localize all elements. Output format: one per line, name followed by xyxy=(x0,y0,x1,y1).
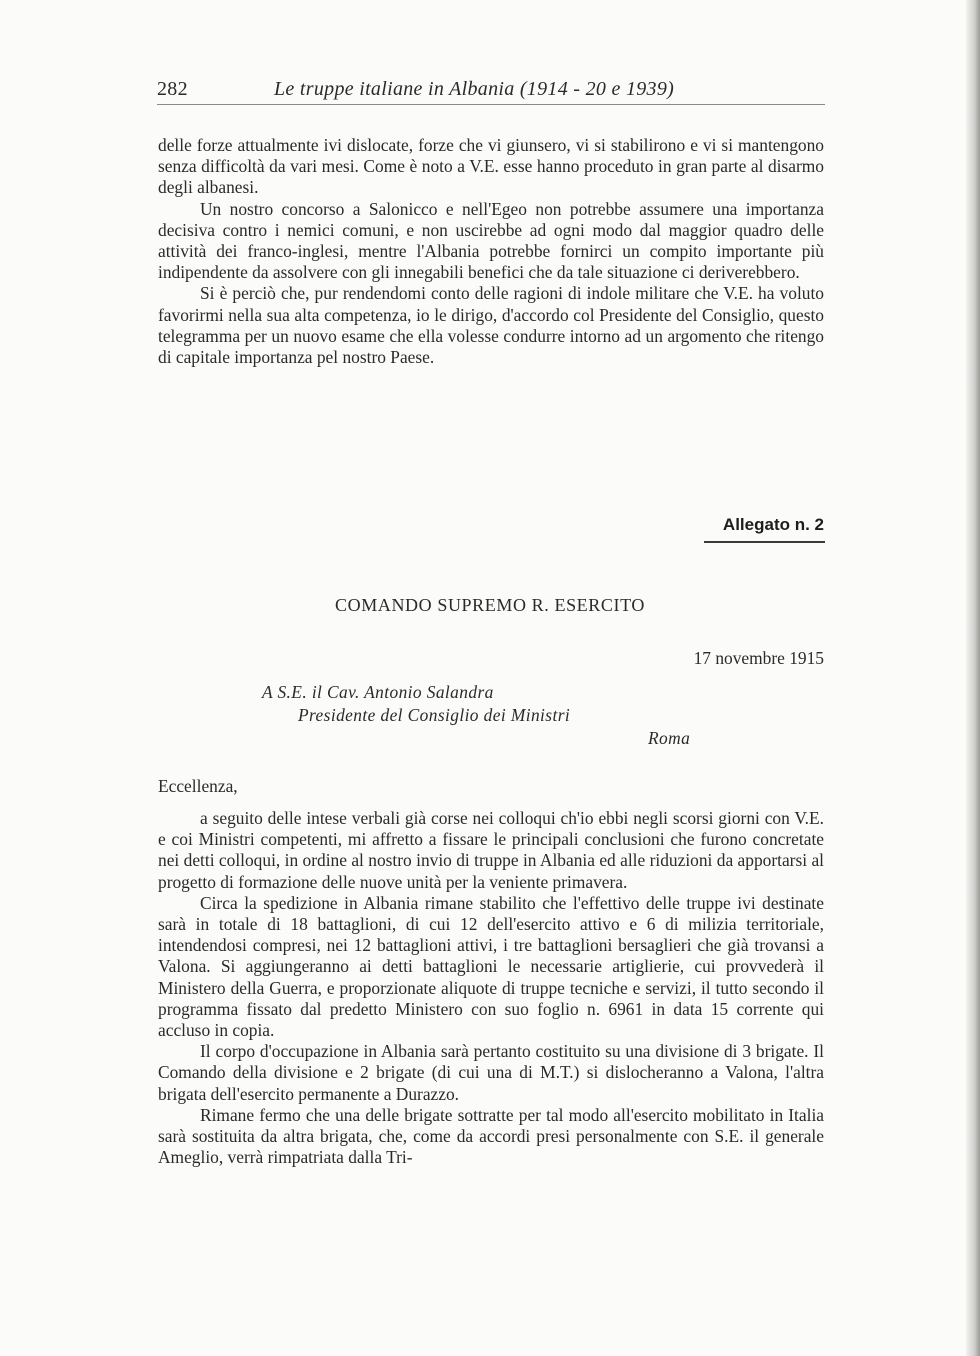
header-rule xyxy=(157,104,825,105)
page-number: 282 xyxy=(157,78,188,100)
paragraph: Un nostro concorso a Salonicco e nell'Egeo non potrebbe assumere una importanza decisiva contro i nemici comuni, e non uscirebbe ad ogni modo dal maggior quadro delle attività dei franco-inglesi, mentre l'Albania potrebbe fornirci un compito importante più indipendente da assolvere con gli innegabili benefici che da tale situazione ci deriverebbero. xyxy=(158,198,824,283)
letter-date: 17 novembre 1915 xyxy=(693,648,824,668)
addressee-title: Presidente del Consiglio dei Ministri xyxy=(298,705,571,725)
annex-underline xyxy=(704,541,825,543)
letter-heading: COMANDO SUPREMO R. ESERCITO xyxy=(335,595,645,615)
addressee-city: Roma xyxy=(648,728,691,748)
paragraph: Circa la spedizione in Albania rimane stabilito che l'effettivo delle truppe ivi destinate sarà in totale di 18 battaglioni, di cui 12 dell'esercito attivo e 6 di milizia territoriale, intendendosi compresi, nei 12 battaglioni attivi, i tre battaglioni bersaglieri che già trovansi a Valona. Si aggiungeranno ai detti battaglioni le necessarie artiglierie, cui provvederà il Ministero della Guerra, e proporzionate aliquote di truppe tecniche e servizi, il tutto secondo il programma fissato dal predetto Ministero con suo foglio n. 6961 in data 15 corrente qui accluso in copia. xyxy=(158,892,824,1041)
page-edge-shadow xyxy=(966,0,980,1356)
running-head xyxy=(157,78,825,106)
annex-label: Allegato n. 2 xyxy=(722,515,824,534)
addressee-name: A S.E. il Cav. Antonio Salandra xyxy=(262,682,494,702)
paragraph: Rimane fermo che una delle brigate sottratte per tal modo all'esercito mobilitato in Italia sarà sostituita da altra brigata, che, come da accordi presi personalmente con S.E. il generale Ameglio, verrà rimpatriata dalla Tri- xyxy=(158,1104,824,1168)
letter-body xyxy=(158,808,824,1168)
continuation-text xyxy=(158,135,824,368)
paragraph: a seguito delle intese verbali già corse nei colloqui ch'io ebbi negli scorsi giorni con V.E. e coi Ministri competenti, mi affretto a fissare le principali conclusioni che furono concretate nei detti colloqui, in ordine al nostro invio di truppe in Albania ed alle riduzioni da apportarsi al progetto di formazione delle nuove unità per la veniente primavera. xyxy=(158,808,824,892)
paragraph: delle forze attualmente ivi dislocate, forze che vi giunsero, vi si stabilirono e vi si mantengono senza difficoltà da vari mesi. Come è noto a V.E. esse hanno proceduto in gran parte al disarmo degli albanesi. xyxy=(158,135,824,198)
paragraph: Il corpo d'occupazione in Albania sarà pertanto costituito su una divisione di 3 brigate. Il Comando della divisione e 2 brigate (di cui una di M.T.) si dislocheranno a Valona, l'altra brigata dell'esercito permanente a Durazzo. xyxy=(158,1041,824,1104)
paragraph: Si è perciò che, pur rendendomi conto delle ragioni di indole militare che V.E. ha voluto favorirmi nella sua alta competenza, io le dirigo, d'accordo col Presidente del Consiglio, questo telegramma per un nuovo esame che ella volesse condurre intorno ad un argomento che ritengo di capitale importanza pel nostro Paese. xyxy=(158,283,824,368)
salutation: Eccellenza, xyxy=(158,776,238,796)
running-title: Le truppe italiane in Albania (1914 - 20 e 1939) xyxy=(274,78,675,100)
